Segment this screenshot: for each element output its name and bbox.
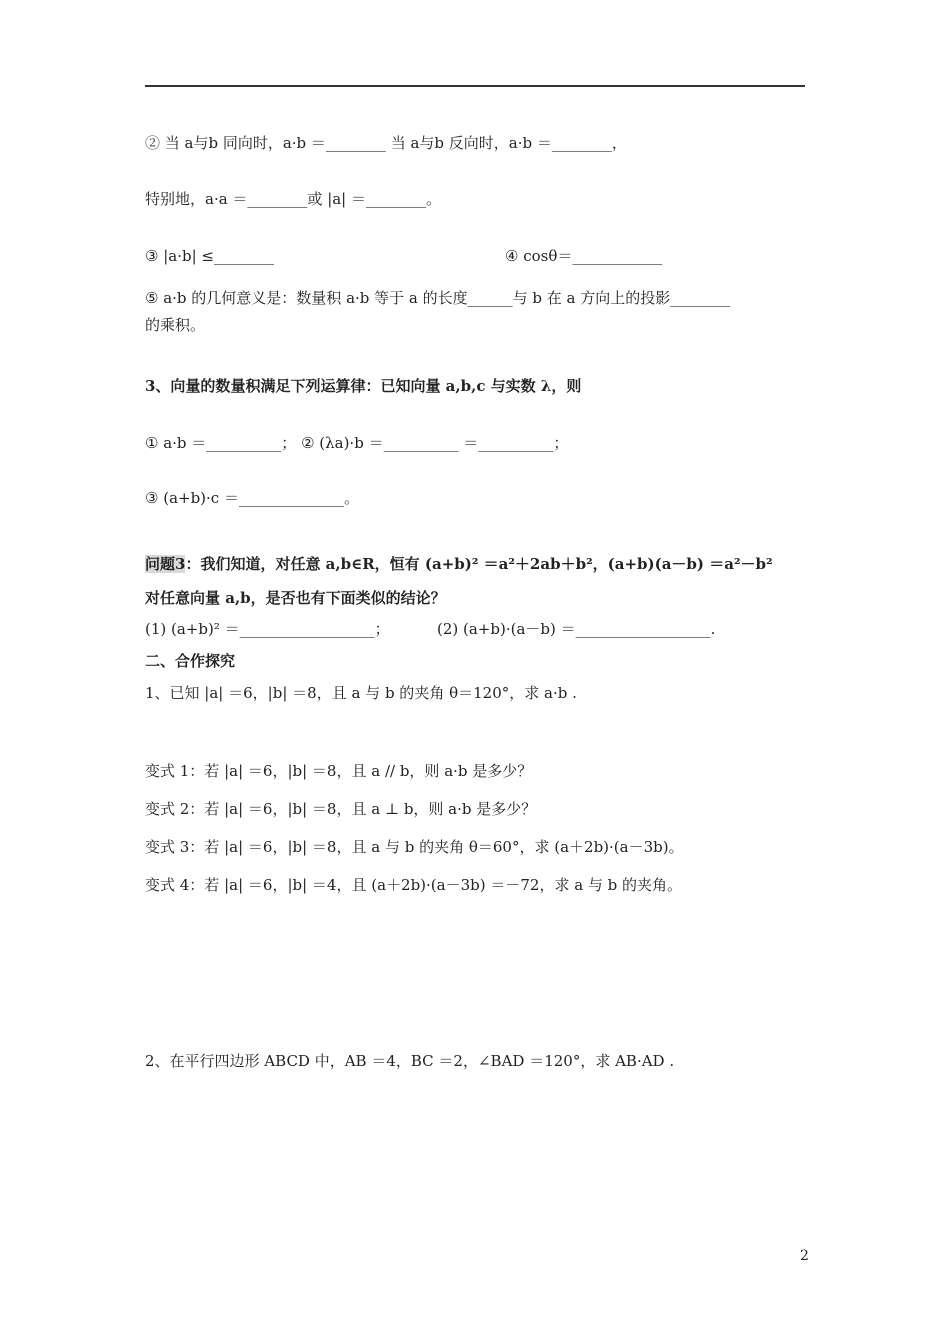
text-line-6: 3、向量的数量积满足下列运算律：已知向量 a,b,c 与实数 λ，则 <box>145 377 582 395</box>
text-line-11b: (2) (a+b)·(a－b) ＝__________________. <box>437 620 716 638</box>
variant-3: 变式 3：若 |a| ＝6，|b| ＝8，且 a 与 b 的夹角 θ＝60°，求 (a＋2b)·(a－3b)。 <box>145 838 684 856</box>
text-line-2: 特别地，a·a ＝________或 |a| ＝________。 <box>145 190 442 208</box>
page-number: 2 <box>800 1248 809 1264</box>
text-line-11a: (1) (a+b)² ＝__________________； <box>145 620 390 638</box>
text-line-9 <box>145 553 773 575</box>
variant-4: 变式 4：若 |a| ＝6，|b| ＝4，且 (a＋2b)·(a－3b) ＝－72，求 a 与 b 的夹角。 <box>145 876 683 894</box>
text-line-7: ① a·b ＝__________； ② (λa)·b ＝__________ ＝__________； <box>145 434 569 452</box>
text-line-3b: ④ cosθ＝____________ <box>505 247 663 265</box>
text-line-10: 对任意向量 a,b，是否也有下面类似的结论？ <box>145 589 446 607</box>
text-line-13: 1、已知 |a| ＝6，|b| ＝8，且 a 与 b 的夹角 θ＝120°，求 a·b . <box>145 684 577 702</box>
text-line-4: ⑤ a·b 的几何意义是：数量积 a·b 等于 a 的长度______与 b 在 a 方向上的投影________ <box>145 289 731 307</box>
text-line-8: ③ (a+b)·c ＝______________。 <box>145 489 359 507</box>
text-line-3a: ③ |a·b| ≤________ <box>145 247 274 265</box>
section-title: 二、合作探究 <box>145 652 236 670</box>
problem-label: 问题3 <box>145 555 186 573</box>
header-rule <box>145 85 805 87</box>
problem-text: ：我们知道，对任意 a,b∈R，恒有 (a+b)² ＝a²＋2ab＋b²，(a+b)(a－b) ＝a²－b² <box>185 555 773 573</box>
text-line-1: ② 当 a与b 同向时，a·b ＝________ 当 a与b 反向时，a·b ＝________， <box>145 134 627 152</box>
variant-1: 变式 1：若 |a| ＝6，|b| ＝8，且 a // b，则 a·b 是多少？ <box>145 762 533 780</box>
text-line-5: 的乘积。 <box>145 316 206 334</box>
variant-2: 变式 2：若 |a| ＝6，|b| ＝8，且 a ⊥ b，则 a·b 是多少？ <box>145 800 537 818</box>
text-line-18: 2、在平行四边形 ABCD 中，AB ＝4，BC ＝2，∠BAD ＝120°，求 AB·AD . <box>145 1052 675 1070</box>
